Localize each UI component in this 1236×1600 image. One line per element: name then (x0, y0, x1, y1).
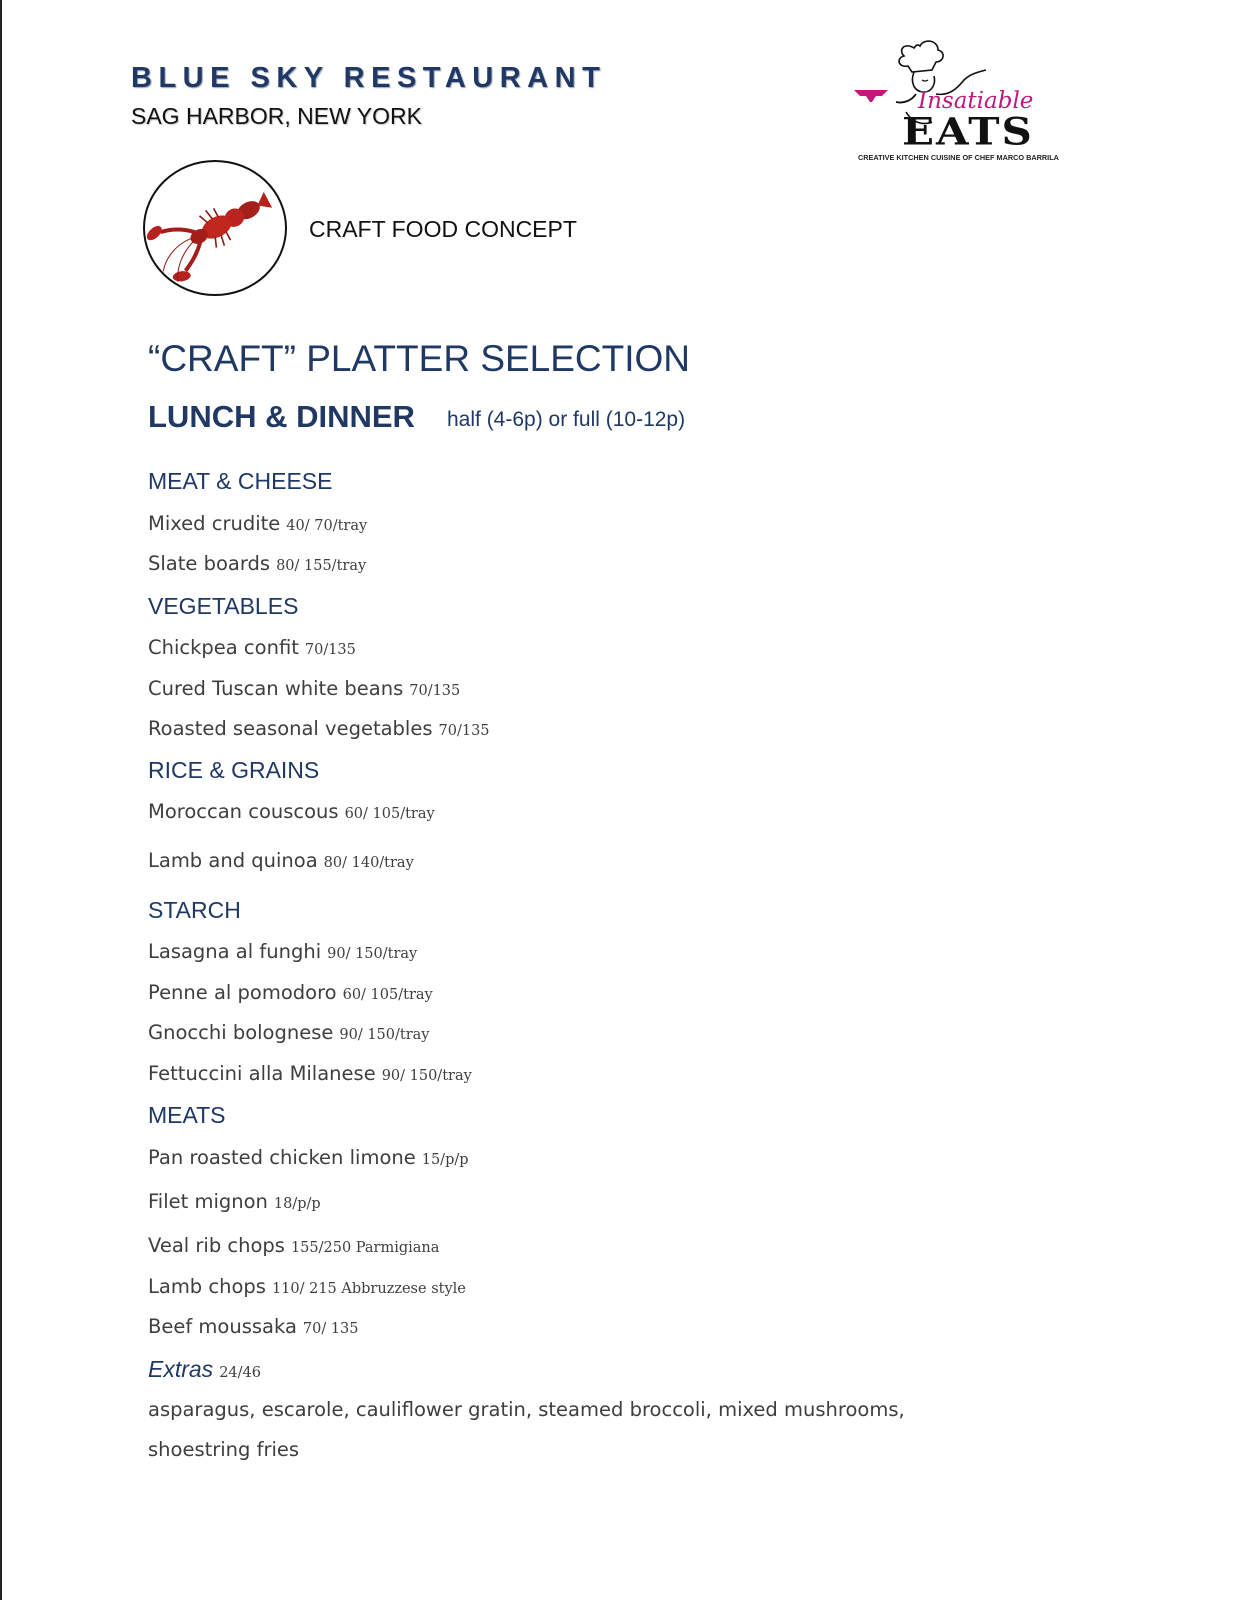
item-name: Filet mignon (148, 1190, 268, 1213)
item-name: Pan roasted chicken limone (148, 1146, 416, 1169)
item-price: 90/ 150/tray (381, 1068, 472, 1084)
section-heading-rice-grains: RICE & GRAINS (148, 757, 320, 783)
item-price: 155/250 Parmigiana (290, 1240, 440, 1256)
item-name: Fettuccini alla Milanese (148, 1062, 376, 1085)
item-name: Lamb chops (148, 1275, 266, 1298)
concept-label: CRAFT FOOD CONCEPT (309, 216, 577, 242)
menu-item (148, 849, 414, 872)
menu-item (148, 1021, 429, 1044)
logo-main-text: EATS (902, 110, 1034, 154)
logo-tagline: CREATIVE KITCHEN CUISINE OF CHEF MARCO BARRILA (858, 153, 1059, 162)
item-price: 60/ 105/tray (342, 987, 433, 1003)
page-title: “CRAFT” PLATTER SELECTION (148, 338, 691, 379)
section-heading-meats: MEATS (148, 1102, 226, 1128)
item-name: Beef moussaka (148, 1315, 297, 1338)
item-name: Chickpea confit (148, 636, 299, 659)
logo-script-text: Insatiable (918, 88, 1034, 114)
item-name: Gnocchi bolognese (148, 1021, 334, 1044)
item-price: 80/ 140/tray (323, 855, 414, 871)
menu-item (148, 1190, 321, 1213)
menu-item (148, 940, 417, 963)
item-name: Lasagna al funghi (148, 940, 322, 963)
menu-item (148, 1234, 439, 1257)
menu-item (148, 677, 460, 700)
menu-item (148, 1275, 466, 1298)
item-name: Roasted seasonal vegetables (148, 717, 433, 740)
item-price: 60/ 105/tray (344, 806, 435, 822)
item-price: 110/ 215 Abbruzzese style (271, 1281, 466, 1297)
extras-price: 24/46 (219, 1365, 261, 1381)
item-price: 90/ 150/tray (339, 1027, 430, 1043)
lobster-icon (145, 162, 285, 294)
item-price: 70/135 (438, 723, 490, 739)
item-price: 40/ 70/tray (286, 518, 368, 534)
menu-item (148, 512, 367, 535)
menu-item (148, 717, 490, 740)
item-price: 90/ 150/tray (327, 946, 418, 962)
menu-item (148, 552, 366, 575)
item-name: Cured Tuscan white beans (148, 677, 404, 700)
insatiable-eats-logo (852, 36, 1074, 168)
item-name: Penne al pomodoro (148, 981, 337, 1004)
item-name: Mixed crudite (148, 512, 281, 535)
item-name: Lamb and quinoa (148, 849, 318, 872)
menu-item (148, 1146, 469, 1169)
menu-item (148, 1315, 359, 1338)
menu-item (148, 981, 433, 1004)
item-price: 80/ 155/tray (276, 558, 367, 574)
item-price: 18/p/p (273, 1196, 321, 1212)
item-price: 70/135 (409, 683, 461, 699)
item-price: 15/p/p (421, 1152, 469, 1168)
section-heading-vegetables: VEGETABLES (148, 593, 299, 619)
service-title: LUNCH & DINNER (148, 399, 415, 434)
item-price: 70/ 135 (302, 1321, 359, 1337)
item-price: 70/135 (304, 642, 356, 658)
extras-list-line-1: asparagus, escarole, cauliflower gratin, steamed broccoli, mixed mushrooms, (148, 1398, 905, 1421)
restaurant-location: SAG HARBOR, NEW YORK (131, 103, 422, 129)
extras-label: Extras (148, 1356, 214, 1382)
portion-note: half (4-6p) or full (10-12p) (447, 408, 686, 431)
menu-item (148, 636, 356, 659)
lobster-badge (143, 160, 287, 296)
item-name: Moroccan couscous (148, 800, 339, 823)
section-heading-extras (148, 1356, 261, 1383)
extras-list-line-2: shoestring fries (148, 1438, 300, 1461)
restaurant-name: BLUE SKY RESTAURANT (131, 62, 607, 94)
section-heading-starch: STARCH (148, 897, 241, 923)
menu-item (148, 1062, 472, 1085)
menu-item (148, 800, 435, 823)
section-heading-meat-cheese: MEAT & CHEESE (148, 468, 333, 494)
item-name: Veal rib chops (148, 1234, 285, 1257)
item-name: Slate boards (148, 552, 271, 575)
